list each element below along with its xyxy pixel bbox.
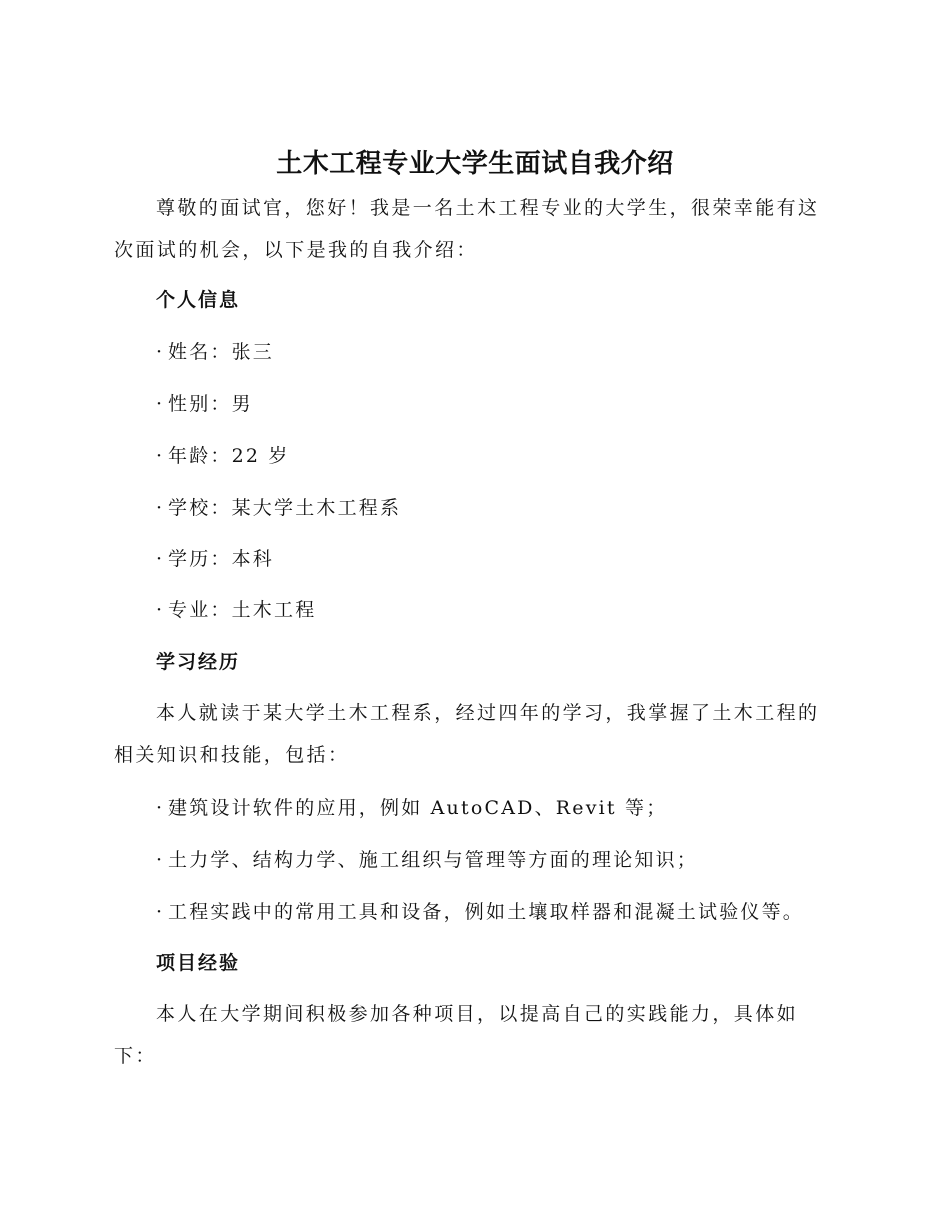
list-item-text: 专业：土木工程 [168,599,317,621]
study-text: 本人就读于某大学土木工程系，经过四年的学习，我掌握了土木工程的相关知识和技能，包括： [114,702,820,766]
list-item-study [156,897,804,927]
bullet-icon: · [156,797,163,819]
list-item-study [156,845,698,875]
list-item-text: 学校：某大学土木工程系 [168,497,402,519]
list-item-text: 建筑设计软件的应用，例如 AutoCAD、Revit 等； [168,797,668,819]
list-item-text: 学历：本科 [168,548,275,570]
section-heading-study: 学习经历 [156,651,241,673]
document-title: 土木工程专业大学生面试自我介绍 [276,149,674,179]
bullet-icon: · [156,901,163,923]
bullet-icon: · [156,497,163,519]
list-item-text: 姓名：张三 [168,341,275,363]
list-item-personal [156,544,274,574]
section-heading-personal: 个人信息 [156,289,241,311]
list-item-study [156,793,667,823]
bullet-icon: · [156,445,163,467]
list-item-text: 土力学、结构力学、施工组织与管理等方面的理论知识； [168,849,699,871]
bullet-icon: · [156,599,163,621]
intro-paragraph [114,187,836,271]
list-item-personal [156,595,316,625]
project-paragraph [114,993,836,1077]
project-text: 本人在大学期间积极参加各种项目，以提高自己的实践能力，具体如下： [114,1003,799,1067]
bullet-icon: · [156,849,163,871]
list-item-personal [156,389,253,419]
bullet-icon: · [156,393,163,415]
list-item-personal [156,441,290,471]
bullet-icon: · [156,548,163,570]
list-item-personal [156,493,401,523]
list-item-text: 年龄：22 岁 [168,445,290,467]
study-paragraph [114,692,836,776]
list-item-personal [156,337,274,367]
list-item-text: 性别：男 [168,393,253,415]
bullet-icon: · [156,341,163,363]
section-heading-project: 项目经验 [156,952,241,974]
list-item-text: 工程实践中的常用工具和设备，例如土壤取样器和混凝土试验仪等。 [168,901,805,923]
intro-text: 尊敬的面试官，您好！我是一名土木工程专业的大学生，很荣幸能有这次面试的机会，以下是我的自我介绍： [114,197,820,261]
